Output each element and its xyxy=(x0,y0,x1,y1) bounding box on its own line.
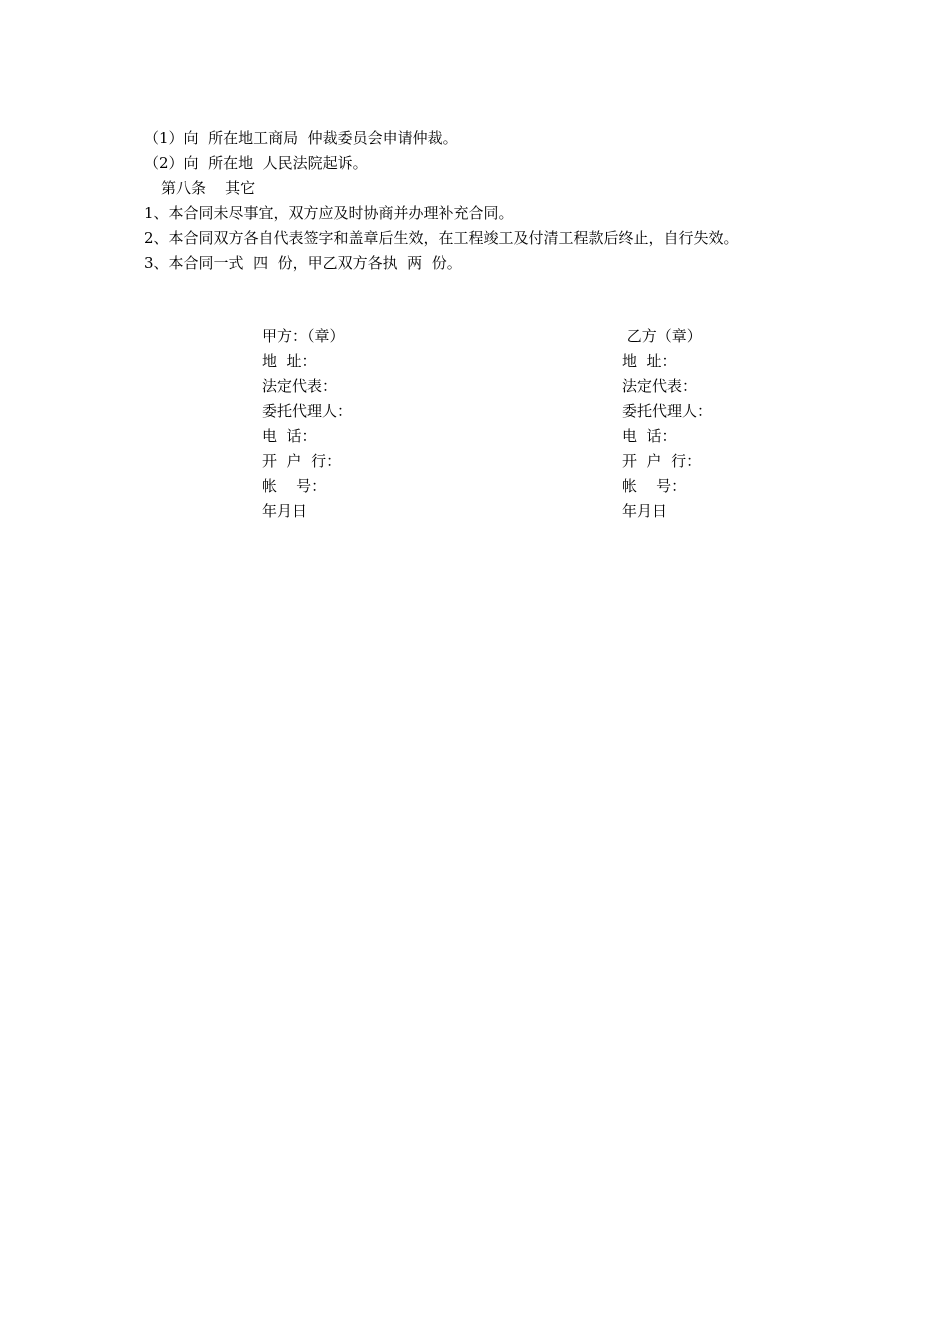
party-b-bank: 开 户 行： xyxy=(622,452,702,470)
clause-item-1: 1、本合同未尽事宜，双方应及时协商并办理补充合同。 xyxy=(144,204,514,222)
party-b-legal-rep: 法定代表： xyxy=(622,377,698,395)
article8-heading: 第八条 其它 xyxy=(161,179,256,197)
clause-item-3: 3、本合同一式 四 份，甲乙双方各执 两 份。 xyxy=(144,254,462,272)
party-a-phone: 电 话： xyxy=(262,427,317,445)
clause-item-2: 2、本合同双方各自代表签字和盖章后生效，在工程竣工及付清工程款后终止，自行失效。 xyxy=(144,229,739,247)
party-a-date: 年月日 xyxy=(262,502,308,520)
party-b-agent: 委托代理人： xyxy=(622,402,713,420)
party-a-address: 地 址： xyxy=(262,352,317,370)
party-a-agent: 委托代理人： xyxy=(262,402,353,420)
party-b-title: 乙方（章） xyxy=(622,327,702,345)
party-a-signature-block xyxy=(262,326,352,526)
party-a-title: 甲方：（章） xyxy=(262,327,345,345)
party-b-date: 年月日 xyxy=(622,502,668,520)
party-a-account: 帐 号： xyxy=(262,477,327,495)
party-a-bank: 开 户 行： xyxy=(262,452,342,470)
party-b-signature-block xyxy=(622,326,712,526)
party-b-phone: 电 话： xyxy=(622,427,677,445)
clause-arbitration-2: （2）向 所在地 人民法院起诉。 xyxy=(144,154,368,172)
party-b-account: 帐 号： xyxy=(622,477,687,495)
party-b-address: 地 址： xyxy=(622,352,677,370)
clause-arbitration-1: （1）向 所在地工商局 仲裁委员会申请仲裁。 xyxy=(144,129,458,147)
party-a-legal-rep: 法定代表： xyxy=(262,377,338,395)
